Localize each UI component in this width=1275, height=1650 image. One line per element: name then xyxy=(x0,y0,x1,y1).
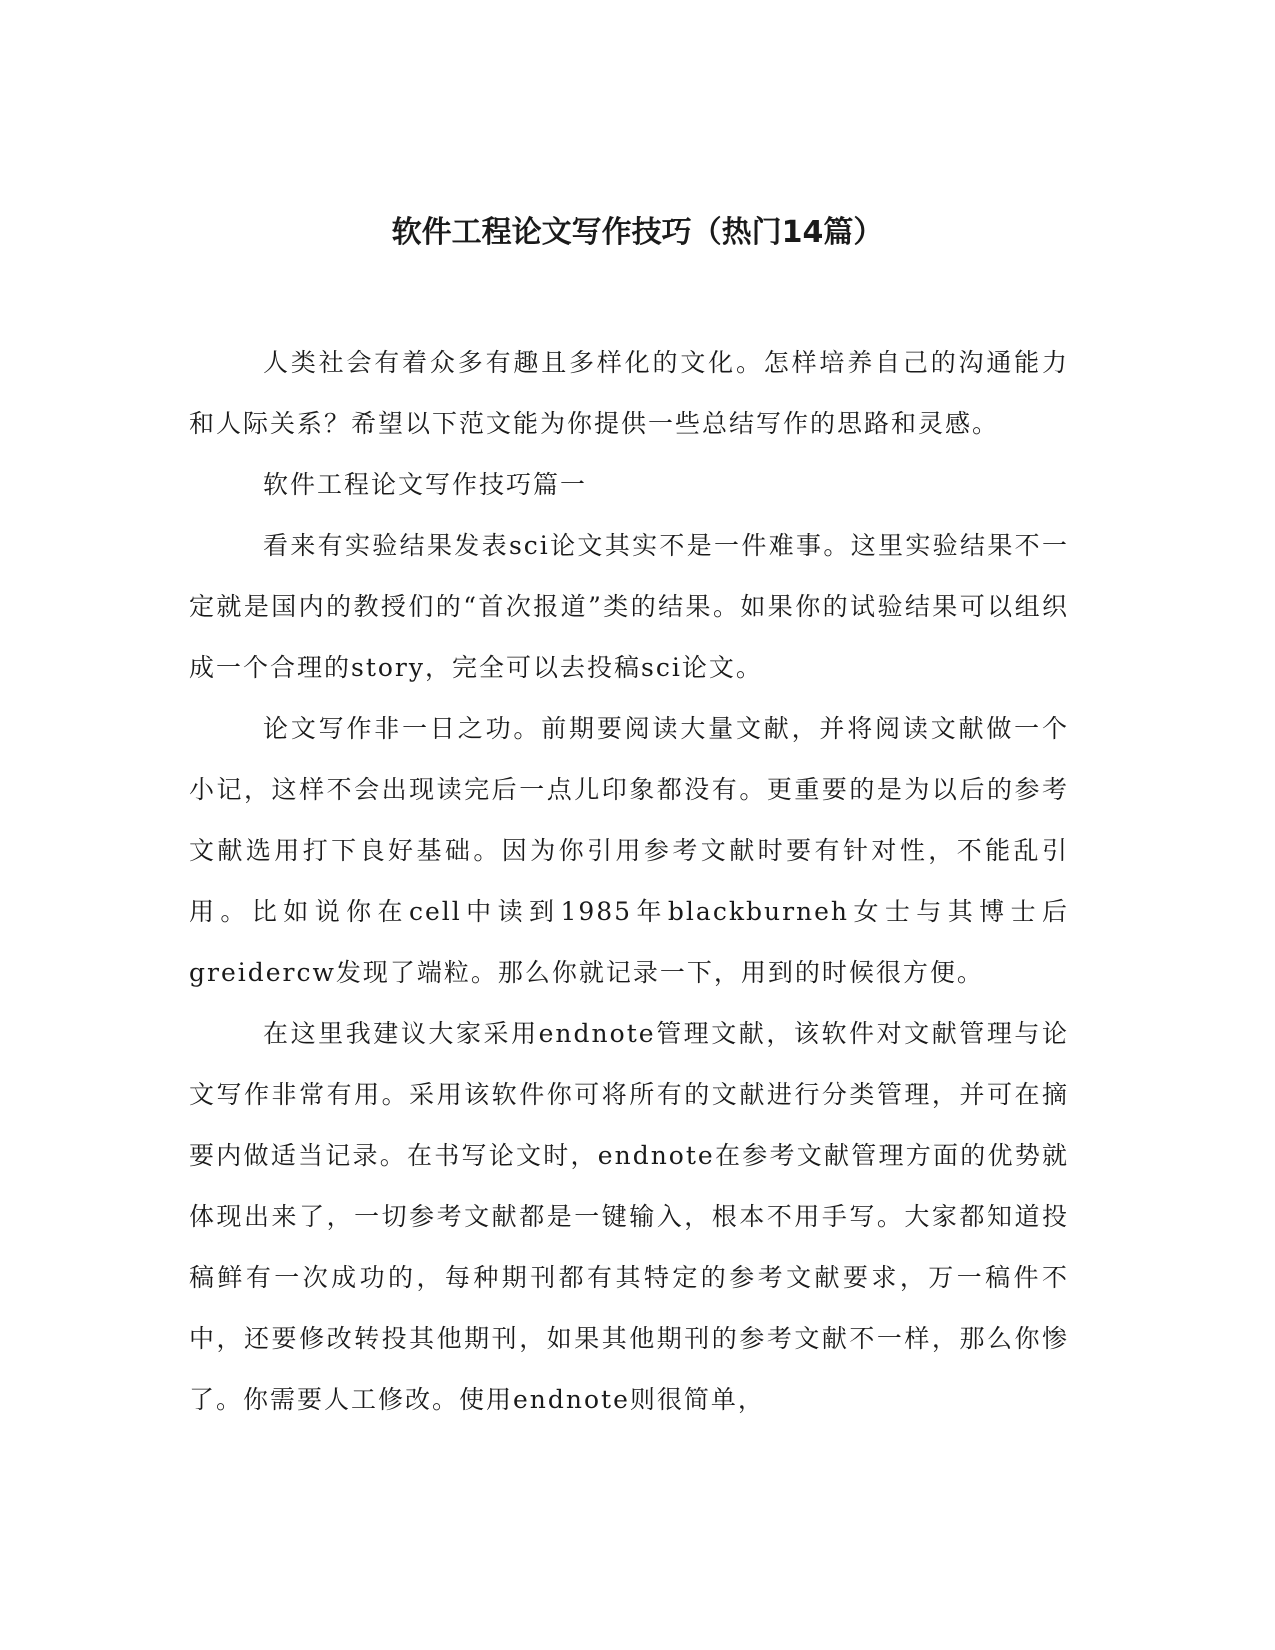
document-body xyxy=(189,332,1069,1430)
document-title: 软件工程论文写作技巧（热门14篇） xyxy=(391,215,884,250)
section-heading: 软件工程论文写作技巧篇一 xyxy=(263,470,588,499)
paragraph: 在这里我建议大家采用endnote管理文献，该软件对文献管理与论文写作非常有用。采用该软件你可将所有的文献进行分类管理，并可在摘要内做适当记录。在书写论文时，endnote在参考文献管理方面的优势就体现出来了，一切参考文献都是一键输入，根本不用手写。大家都知道投稿鲜有一次成功的，每种期刊都有其特定的参考文献要求，万一稿件不中，还要修改转投其他期刊，如果其他期刊的参考文献不一样，那么你惨了。你需要人工修改。使用endnote则很简单， xyxy=(189,1019,1069,1414)
paragraph-intro: 人类社会有着众多有趣且多样化的文化。怎样培养自己的沟通能力和人际关系？希望以下范文能为你提供一些总结写作的思路和灵感。 xyxy=(189,348,1069,438)
paragraph: 看来有实验结果发表sci论文其实不是一件难事。这里实验结果不一定就是国内的教授们的“首次报道”类的结果。如果你的试验结果可以组织成一个合理的story，完全可以去投稿sci论文。 xyxy=(189,531,1069,682)
paragraph: 论文写作非一日之功。前期要阅读大量文献，并将阅读文献做一个小记，这样不会出现读完后一点儿印象都没有。更重要的是为以后的参考文献选用打下良好基础。因为你引用参考文献时要有针对性，不能乱引用。比如说你在cell中读到1985年blackburneh女士与其博士后greidercw发现了端粒。那么你就记录一下，用到的时候很方便。 xyxy=(189,714,1069,987)
